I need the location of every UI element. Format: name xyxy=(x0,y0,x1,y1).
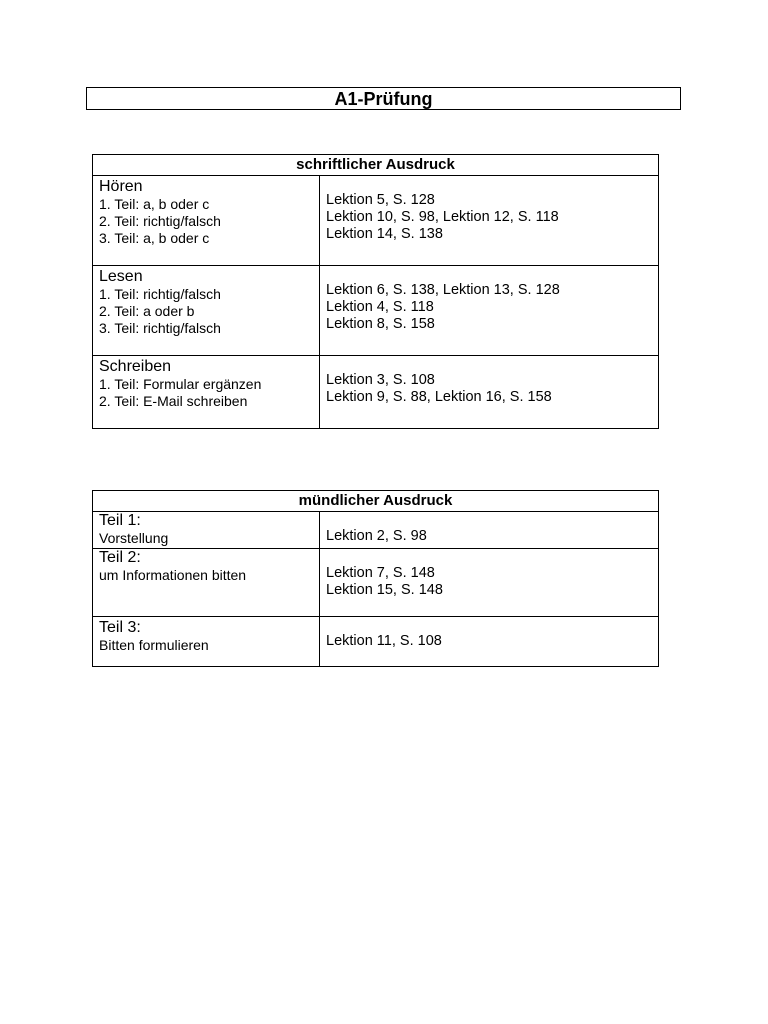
part-description: Vorstellung xyxy=(99,530,169,546)
part-cell-2 xyxy=(93,549,320,617)
list-item: 2. Teil: a oder b xyxy=(99,303,195,319)
part-title: Teil 2: xyxy=(99,549,141,566)
table-row xyxy=(93,176,659,266)
lesson-reference: Lektion 2, S. 98 xyxy=(326,528,427,544)
part-description: Bitten formulieren xyxy=(99,637,209,653)
reference-cell xyxy=(320,512,659,549)
part-title: Teil 1: xyxy=(99,512,141,529)
part-title: Teil 3: xyxy=(99,619,141,636)
reference-cell xyxy=(320,266,659,356)
reference-cell xyxy=(320,549,659,617)
section-cell-schreiben xyxy=(93,356,320,429)
lesson-reference: Lektion 5, S. 128 xyxy=(326,192,435,208)
section-cell-lesen xyxy=(93,266,320,356)
written-exam-table xyxy=(92,154,659,429)
list-item: 3. Teil: richtig/falsch xyxy=(99,320,221,336)
reference-cell xyxy=(320,617,659,667)
list-item: 1. Teil: Formular ergänzen xyxy=(99,376,262,392)
lesson-reference: Lektion 15, S. 148 xyxy=(326,582,443,598)
lesson-reference: Lektion 14, S. 138 xyxy=(326,226,443,242)
lesson-reference: Lektion 10, S. 98, Lektion 12, S. 118 xyxy=(326,209,559,225)
table-row xyxy=(93,356,659,429)
part-description: um Informationen bitten xyxy=(99,567,247,583)
lesson-reference: Lektion 8, S. 158 xyxy=(326,316,435,332)
lesson-reference: Lektion 7, S. 148 xyxy=(326,565,435,581)
lesson-reference: Lektion 3, S. 108 xyxy=(326,372,435,388)
lesson-reference: Lektion 9, S. 88, Lektion 16, S. 158 xyxy=(326,389,552,405)
reference-cell xyxy=(320,176,659,266)
list-item: 2. Teil: richtig/falsch xyxy=(99,213,221,229)
part-cell-1 xyxy=(93,512,320,549)
table-row xyxy=(93,512,659,549)
table-row xyxy=(93,266,659,356)
section-title: Lesen xyxy=(99,268,143,285)
oral-table-header: mündlicher Ausdruck xyxy=(93,491,659,512)
list-item: 3. Teil: a, b oder c xyxy=(99,230,210,246)
lesson-reference: Lektion 6, S. 138, Lektion 13, S. 128 xyxy=(326,282,560,298)
table-row xyxy=(93,549,659,617)
table-row xyxy=(93,617,659,667)
list-item: 1. Teil: a, b oder c xyxy=(99,196,210,212)
section-title: Hören xyxy=(99,178,143,195)
page-title: A1-Prüfung xyxy=(86,87,681,110)
oral-exam-table xyxy=(92,490,659,667)
list-item: 1. Teil: richtig/falsch xyxy=(99,286,221,302)
lesson-reference: Lektion 11, S. 108 xyxy=(326,633,442,649)
written-table-header: schriftlicher Ausdruck xyxy=(93,155,659,176)
reference-cell xyxy=(320,356,659,429)
lesson-reference: Lektion 4, S. 118 xyxy=(326,299,434,315)
section-title: Schreiben xyxy=(99,358,172,375)
list-item: 2. Teil: E-Mail schreiben xyxy=(99,393,248,409)
part-cell-3 xyxy=(93,617,320,667)
section-cell-hoeren xyxy=(93,176,320,266)
